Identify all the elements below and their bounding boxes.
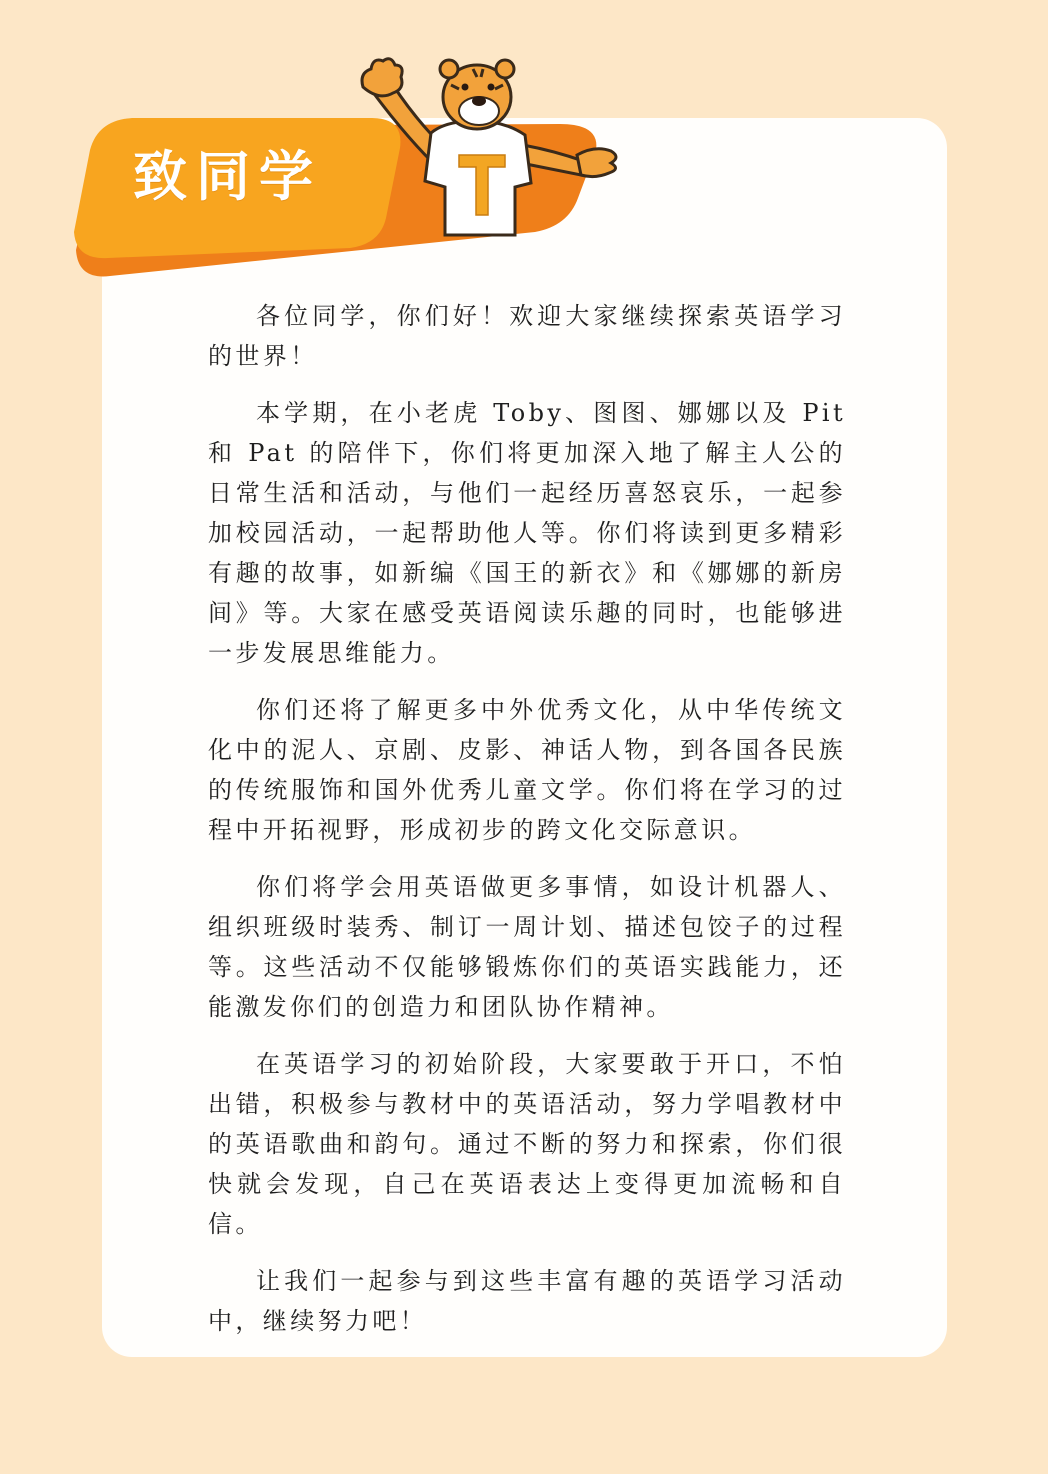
paragraph: 你们将学会用英语做更多事情，如设计机器人、组织班级时装秀、制订一周计划、描述包饺子的过程等。这些活动不仅能够锻炼你们的英语实践能力，还能激发你们的创造力和团队协作精神。 <box>208 873 846 1021</box>
paragraph: 你们还将了解更多中外优秀文化，从中华传统文化中的泥人、京剧、皮影、神话人物，到各国各民族的传统服饰和国外优秀儿童文学。你们将在学习的过程中开拓视野，形成初步的跨文化交际意识。 <box>208 696 846 844</box>
title-banner <box>0 0 640 300</box>
letter-body <box>208 296 846 1358</box>
page-title: 致同学 <box>133 145 322 208</box>
paragraph: 本学期，在小老虎 Toby、图图、娜娜以及 Pit 和 Pat 的陪伴下，你们将更加深入地了解主人公的日常生活和活动，与他们一起经历喜怒哀乐，一起参加校园活动，一起帮助他人等。你们将读到更多精彩有趣的故事，如新编《国王的新衣》和《娜娜的新房间》等。大家在感受英语阅读乐趣的同时，也能够进一步发展思维能力。 <box>208 399 846 667</box>
paragraph: 让我们一起参与到这些丰富有趣的英语学习活动中，继续努力吧！ <box>208 1267 846 1335</box>
paragraph: 在英语学习的初始阶段，大家要敢于开口，不怕出错，积极参与教材中的英语活动，努力学唱教材中的英语歌曲和韵句。通过不断的努力和探索，你们很快就会发现，自己在英语表达上变得更加流畅和自信。 <box>208 1050 846 1238</box>
tiger-mascot-icon <box>355 55 625 240</box>
paragraph: 各位同学，你们好！欢迎大家继续探索英语学习的世界！ <box>208 302 846 370</box>
